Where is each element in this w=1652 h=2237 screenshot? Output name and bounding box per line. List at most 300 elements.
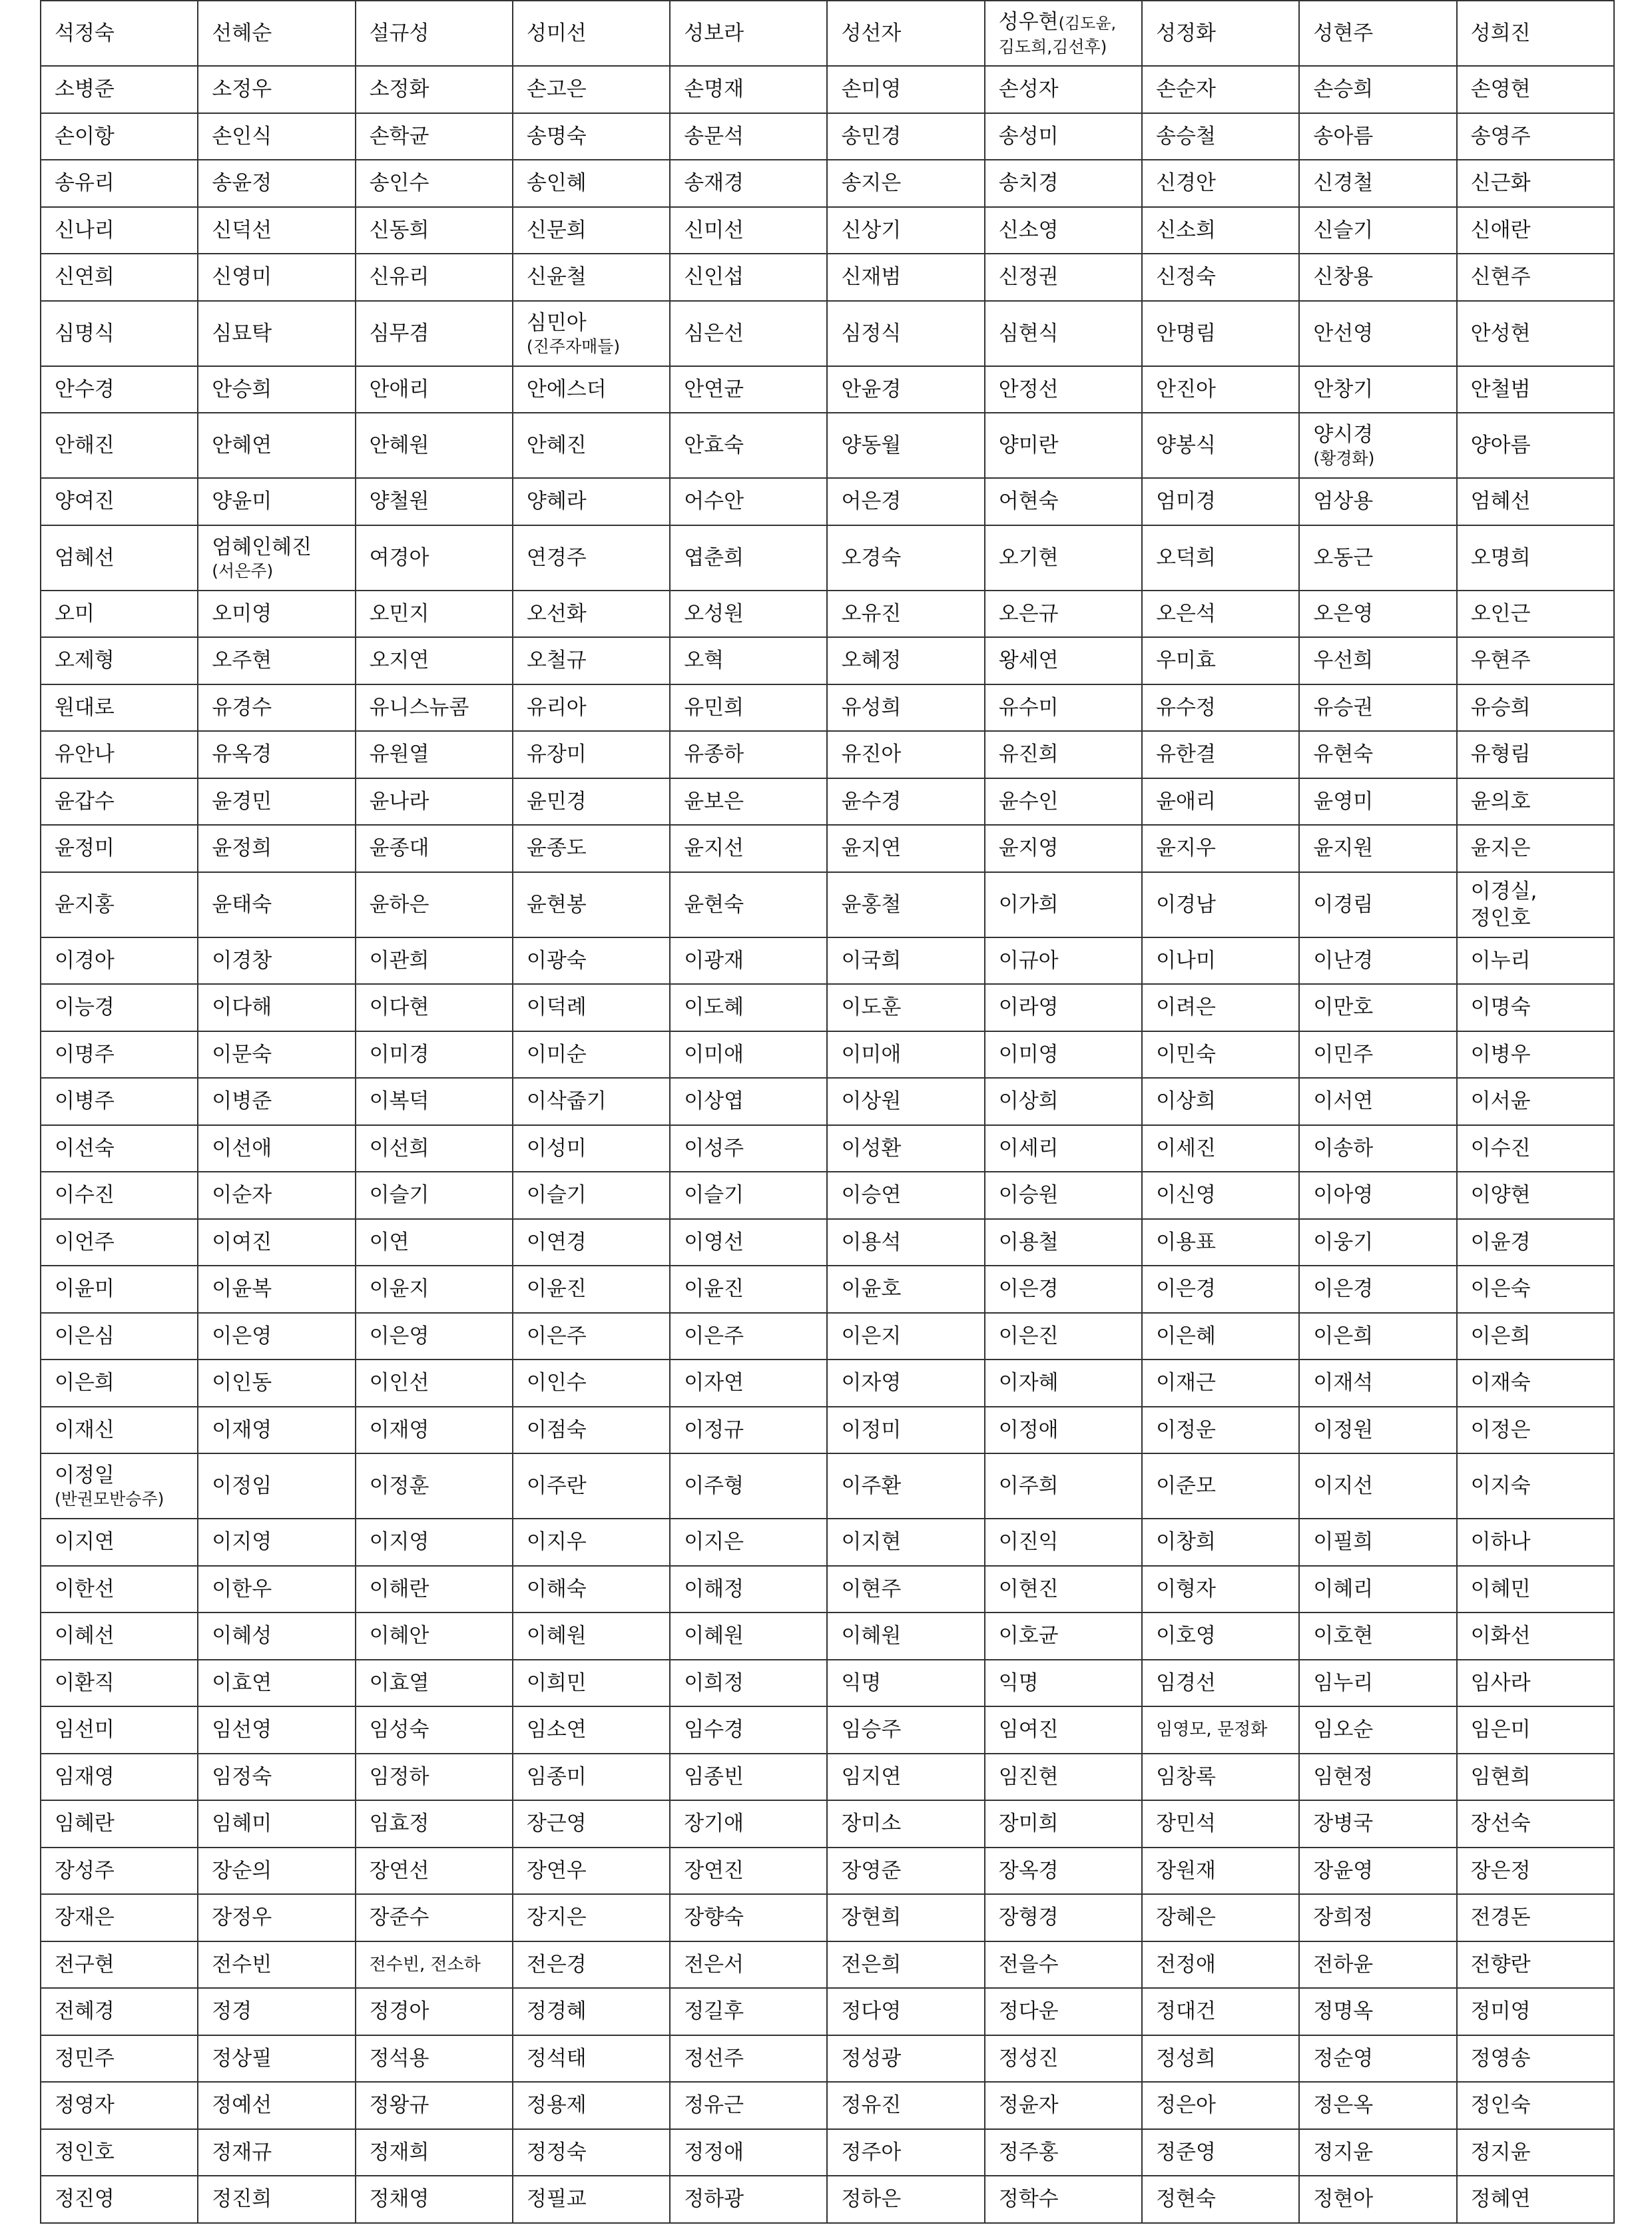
name-cell (670, 413, 827, 478)
name-cell (670, 1660, 827, 1707)
name-primary: 장정우 (212, 1905, 272, 1930)
name-cell (198, 1078, 355, 1125)
name-text (841, 1716, 983, 1743)
name-text (684, 1276, 826, 1302)
name-primary: 장형경 (998, 1905, 1059, 1930)
name-text (841, 1764, 983, 1790)
name-primary: 이상원 (841, 1089, 902, 1114)
name-cell (827, 1941, 984, 1989)
name-cell (198, 1453, 355, 1519)
name-primary: 이호현 (1313, 1624, 1374, 1648)
name-cell (1299, 1407, 1456, 1454)
name-text (55, 1858, 197, 1884)
name-text (370, 1998, 512, 2025)
name-primary: 이윤진 (526, 1277, 587, 1302)
name-primary: 심정식 (841, 321, 902, 346)
name-cell (198, 2129, 355, 2176)
name-text (841, 320, 983, 347)
name-cell (827, 1848, 984, 1895)
name-text (841, 741, 983, 768)
name-text (370, 1529, 512, 1555)
name-primary: 이정임 (212, 1474, 272, 1498)
name-primary: 양아름 (1470, 433, 1531, 457)
name-primary: 이병우 (1470, 1042, 1531, 1067)
name-primary: 송아름 (1313, 124, 1374, 148)
name-primary: 이병준 (212, 1089, 272, 1114)
table-row (41, 1313, 1614, 1360)
name-text (527, 1998, 669, 2025)
name-primary: 이지우 (526, 1530, 587, 1555)
name-text (1313, 741, 1456, 768)
name-text (527, 1229, 669, 1256)
name-primary: 이상엽 (684, 1089, 744, 1114)
name-text (684, 1670, 826, 1696)
name-text (1471, 376, 1613, 403)
name-cell (356, 301, 513, 366)
name-cell (513, 478, 670, 525)
name-cell (985, 872, 1142, 937)
name-cell (1142, 1566, 1299, 1613)
name-cell (41, 1800, 198, 1848)
name-primary: 이수진 (1470, 1136, 1531, 1160)
name-primary: 유민희 (684, 695, 744, 720)
name-text (1156, 647, 1298, 674)
name-text (1471, 1276, 1613, 1302)
name-cell (1299, 1078, 1456, 1125)
name-cell (670, 1266, 827, 1313)
name-primary: 유수미 (998, 695, 1059, 720)
name-primary: 전혜경 (55, 1999, 115, 2024)
name-text (1313, 2092, 1456, 2118)
name-primary: 임정하 (369, 1764, 429, 1789)
name-cell (513, 160, 670, 207)
name-cell (356, 2176, 513, 2223)
name-text (1313, 1716, 1456, 1743)
name-text (370, 2092, 512, 2118)
name-primary: 손미영 (841, 77, 902, 102)
name-cell (356, 825, 513, 872)
name-primary: 이은영 (369, 1324, 429, 1348)
name-primary: 손영현 (1470, 77, 1531, 102)
name-cell (985, 1125, 1142, 1172)
name-primary: 정명옥 (1313, 1999, 1374, 2024)
name-cell (356, 1313, 513, 1360)
name-primary: 이해숙 (526, 1577, 587, 1601)
name-text (684, 76, 826, 103)
name-primary: 송영주 (1470, 124, 1531, 148)
name-primary: 성미선 (526, 21, 587, 45)
name-cell (985, 366, 1142, 413)
name-text (999, 123, 1141, 150)
name-primary: 이은희 (1313, 1324, 1374, 1348)
name-primary: 오철규 (526, 648, 587, 673)
name-second-line: 정인호 (1470, 905, 1531, 930)
name-cell (670, 1031, 827, 1079)
name-cell (827, 1078, 984, 1125)
name-primary: 이은주 (684, 1324, 744, 1348)
name-primary: 장희정 (1313, 1905, 1374, 1930)
name-cell (198, 113, 355, 160)
name-cell (356, 1172, 513, 1219)
name-cell (513, 1941, 670, 1989)
name-cell (985, 1754, 1142, 1801)
name-cell (1142, 1754, 1299, 1801)
name-primary: 오선화 (526, 601, 587, 626)
name-text (1156, 1135, 1298, 1162)
name-text (370, 835, 512, 862)
name-primary: 이환직 (55, 1670, 115, 1695)
name-text (370, 1182, 512, 1208)
name-cell (41, 1125, 198, 1172)
name-primary: 이미영 (998, 1042, 1059, 1067)
name-cell (827, 1660, 984, 1707)
name-cell (41, 1660, 198, 1707)
name-cell (513, 207, 670, 254)
name-text (370, 891, 512, 918)
table-row (41, 1613, 1614, 1660)
name-primary: 이난경 (1313, 948, 1374, 973)
name-primary: 윤종도 (526, 836, 587, 861)
name-primary: 장윤영 (1313, 1858, 1374, 1883)
name-cell (1299, 113, 1456, 160)
name-primary: 이누리 (1470, 948, 1531, 973)
name-cell (985, 1078, 1142, 1125)
name-cell (513, 1706, 670, 1754)
name-primary: 임성숙 (369, 1718, 429, 1742)
name-primary: 유진희 (998, 742, 1059, 767)
name-primary: 신인섭 (684, 265, 744, 290)
name-cell (827, 1313, 984, 1360)
name-text (684, 1576, 826, 1603)
table-row (41, 1754, 1614, 1801)
name-primary: 유승권 (1313, 695, 1374, 720)
name-cell (513, 1613, 670, 1660)
name-text (999, 170, 1141, 196)
name-text (1471, 1369, 1613, 1396)
name-text (1156, 1670, 1298, 1696)
name-primary: 오혜정 (841, 648, 902, 673)
name-primary: 이자혜 (998, 1371, 1059, 1395)
name-cell (513, 1453, 670, 1519)
name-cell (1457, 1706, 1614, 1754)
name-cell (198, 1848, 355, 1895)
name-cell (513, 1660, 670, 1707)
name-text (1471, 1529, 1613, 1555)
name-primary: 이은경 (998, 1277, 1059, 1302)
name-cell (1299, 301, 1456, 366)
name-text (1156, 1810, 1298, 1837)
name-text (1156, 1904, 1298, 1931)
name-text (999, 994, 1141, 1021)
name-primary: 정다영 (841, 1999, 902, 2024)
name-cell (356, 731, 513, 778)
name-primary: 어은경 (841, 489, 902, 514)
name-text (1156, 1276, 1298, 1302)
name-cell (985, 254, 1142, 301)
table-row (41, 525, 1614, 591)
name-primary: 임진현 (998, 1764, 1059, 1789)
name-cell (1457, 872, 1614, 937)
name-text (527, 1951, 669, 1978)
name-text (212, 217, 354, 244)
name-primary: 정윤자 (998, 2093, 1059, 2118)
name-text (55, 694, 197, 721)
name-text (1471, 2092, 1613, 2118)
name-cell (1457, 254, 1614, 301)
name-text (212, 647, 354, 674)
name-primary: 이선희 (369, 1136, 429, 1160)
name-primary: 윤현봉 (526, 892, 587, 917)
name-cell (670, 937, 827, 985)
name-primary: 이자영 (841, 1371, 902, 1395)
name-text (212, 1417, 354, 1443)
name-cell (513, 2176, 670, 2223)
name-primary: 엽춘희 (684, 545, 744, 570)
name-text (55, 376, 197, 403)
name-primary: 임경선 (1156, 1670, 1216, 1695)
name-primary: 이진익 (998, 1530, 1059, 1555)
name-cell (827, 366, 984, 413)
name-text (1313, 1088, 1456, 1115)
name-text (999, 1951, 1141, 1978)
name-cell (985, 1407, 1142, 1454)
name-text (1156, 1041, 1298, 1068)
name-text (55, 1417, 197, 1443)
name-cell (198, 937, 355, 985)
name-text (527, 694, 669, 721)
name-text (1313, 1670, 1456, 1696)
name-text (55, 170, 197, 196)
name-text (684, 1088, 826, 1115)
name-cell (356, 1848, 513, 1895)
name-cell (1299, 1613, 1456, 1660)
name-cell (827, 207, 984, 254)
name-text (841, 1088, 983, 1115)
name-text (1156, 835, 1298, 862)
name-primary: 이슬기 (526, 1183, 587, 1208)
name-text (684, 1622, 826, 1649)
name-text (1156, 1088, 1298, 1115)
name-cell (827, 731, 984, 778)
name-cell (198, 1031, 355, 1079)
name-primary: 이언주 (55, 1230, 115, 1254)
table-row (41, 1266, 1614, 1313)
name-cell (41, 207, 198, 254)
name-text (1313, 170, 1456, 196)
name-text (1156, 1417, 1298, 1443)
name-primary: 장준수 (369, 1905, 429, 1930)
name-primary: 심묘탁 (212, 321, 272, 346)
table-row (41, 1800, 1614, 1848)
name-primary: 신동희 (369, 218, 429, 242)
name-cell (985, 1660, 1142, 1707)
name-primary: 안창기 (1313, 377, 1374, 401)
name-text (1156, 123, 1298, 150)
name-cell (827, 1, 984, 66)
name-text (212, 741, 354, 768)
name-cell (1142, 937, 1299, 985)
name-text (1156, 994, 1298, 1021)
name-primary: 정인호 (55, 2140, 115, 2164)
name-cell (1299, 2082, 1456, 2129)
name-text (55, 601, 197, 627)
name-cell (985, 1313, 1142, 1360)
name-primary: 성보라 (684, 21, 744, 45)
name-cell (985, 1566, 1142, 1613)
name-cell (827, 1613, 984, 1660)
name-text (55, 320, 197, 347)
name-list-sheet (40, 0, 1613, 2224)
name-cell (41, 731, 198, 778)
name-text (1471, 1858, 1613, 1884)
name-primary: 양혜라 (526, 489, 587, 514)
name-primary: 윤영미 (1313, 789, 1374, 814)
name-primary: 이하나 (1470, 1530, 1531, 1555)
name-cell (827, 1125, 984, 1172)
name-primary: 윤태숙 (212, 892, 272, 917)
name-cell (1457, 525, 1614, 591)
name-primary: 왕세연 (998, 648, 1059, 673)
name-cell (985, 984, 1142, 1031)
name-primary: 이가희 (998, 892, 1059, 917)
name-primary: 임정숙 (212, 1764, 272, 1789)
name-text (212, 1670, 354, 1696)
name-text (1156, 694, 1298, 721)
name-primary: 여경아 (369, 545, 429, 570)
name-cell (827, 2082, 984, 2129)
name-text (370, 1323, 512, 1350)
name-primary: 전은경 (526, 1952, 587, 1977)
name-primary: 이국희 (841, 948, 902, 973)
name-cell (985, 1848, 1142, 1895)
name-text (684, 601, 826, 627)
name-primary: 이민숙 (1156, 1042, 1216, 1067)
name-primary: 오기현 (998, 545, 1059, 570)
name-primary: 임소연 (526, 1718, 587, 1742)
name-text (55, 2092, 197, 2118)
name-cell (1457, 1125, 1614, 1172)
name-text (1313, 1041, 1456, 1068)
name-cell (513, 984, 670, 1031)
name-primary: 오인근 (1470, 601, 1531, 626)
name-text (684, 432, 826, 459)
name-cell (41, 413, 198, 478)
name-text (1156, 76, 1298, 103)
table-row (41, 1219, 1614, 1266)
name-text (212, 534, 354, 561)
name-text (1471, 741, 1613, 768)
name-primary: 신영미 (212, 265, 272, 290)
name-cell (1299, 2129, 1456, 2176)
name-primary: 신재범 (841, 265, 902, 290)
name-primary: 오주현 (212, 648, 272, 673)
name-text (1156, 1576, 1298, 1603)
name-cell (1457, 1219, 1614, 1266)
name-primary: 이병주 (55, 1089, 115, 1114)
name-text (999, 601, 1141, 627)
name-primary: 정정숙 (526, 2140, 587, 2164)
name-cell (198, 591, 355, 638)
name-text (1471, 1810, 1613, 1837)
name-text (55, 1670, 197, 1696)
name-cell (1457, 684, 1614, 732)
name-primary: 정인숙 (1470, 2093, 1531, 2118)
name-primary: 이연 (369, 1230, 410, 1254)
name-primary: 이자연 (684, 1371, 744, 1395)
name-cell (1299, 1519, 1456, 1566)
name-primary: 안혜진 (526, 433, 587, 457)
name-text (1313, 264, 1456, 290)
name-cell (41, 2082, 198, 2129)
name-primary: 정상필 (212, 2046, 272, 2071)
name-primary: 윤정희 (212, 836, 272, 861)
name-cell (827, 301, 984, 366)
name-primary: 이은숙 (1470, 1277, 1531, 1302)
name-text (1471, 123, 1613, 150)
name-primary: 이윤미 (55, 1277, 115, 1302)
name-cell (356, 207, 513, 254)
name-primary: 유원열 (369, 742, 429, 767)
name-primary: 윤현숙 (684, 892, 744, 917)
name-text (1471, 2139, 1613, 2166)
name-cell (356, 1754, 513, 1801)
name-text (527, 891, 669, 918)
name-text (841, 1622, 983, 1649)
name-text (55, 647, 197, 674)
name-primary: 윤지홍 (55, 892, 115, 917)
name-primary: 이한우 (212, 1577, 272, 1601)
name-primary: 이혜선 (55, 1624, 115, 1648)
name-text (370, 1576, 512, 1603)
table-row (41, 1941, 1614, 1989)
name-primary: 정채영 (369, 2187, 429, 2212)
name-primary: 이광재 (684, 948, 744, 973)
name-primary: 이경아 (55, 948, 115, 973)
name-primary: 이주란 (526, 1474, 587, 1498)
name-cell (513, 66, 670, 113)
name-cell (1299, 984, 1456, 1031)
name-cell (41, 1078, 198, 1125)
name-cell (1299, 254, 1456, 301)
name-primary: 임효정 (369, 1812, 429, 1836)
name-note: (반권모반승주) (55, 1489, 164, 1509)
table-row (41, 872, 1614, 937)
name-text (1471, 1417, 1613, 1443)
name-cell (1299, 366, 1456, 413)
name-primary: 이지은 (684, 1530, 744, 1555)
name-cell (198, 160, 355, 207)
name-text (527, 488, 669, 515)
name-cell (985, 160, 1142, 207)
name-text (1156, 2092, 1298, 2118)
name-cell (1142, 1894, 1299, 1941)
name-text (212, 2045, 354, 2072)
name-text (841, 2186, 983, 2212)
name-primary: 이재신 (55, 1417, 115, 1442)
name-text (1471, 2186, 1613, 2212)
name-cell (670, 637, 827, 684)
name-primary: 윤지은 (1470, 836, 1531, 861)
name-primary: 이웅기 (1313, 1230, 1374, 1254)
name-text (212, 947, 354, 974)
name-primary: 엄혜인혜진 (212, 535, 312, 559)
name-cell (670, 2176, 827, 2223)
name-text (841, 2092, 983, 2118)
name-text (527, 601, 669, 627)
name-primary: 이미애 (841, 1042, 902, 1067)
name-primary: 임사라 (1470, 1670, 1531, 1695)
name-cell (1299, 1031, 1456, 1079)
